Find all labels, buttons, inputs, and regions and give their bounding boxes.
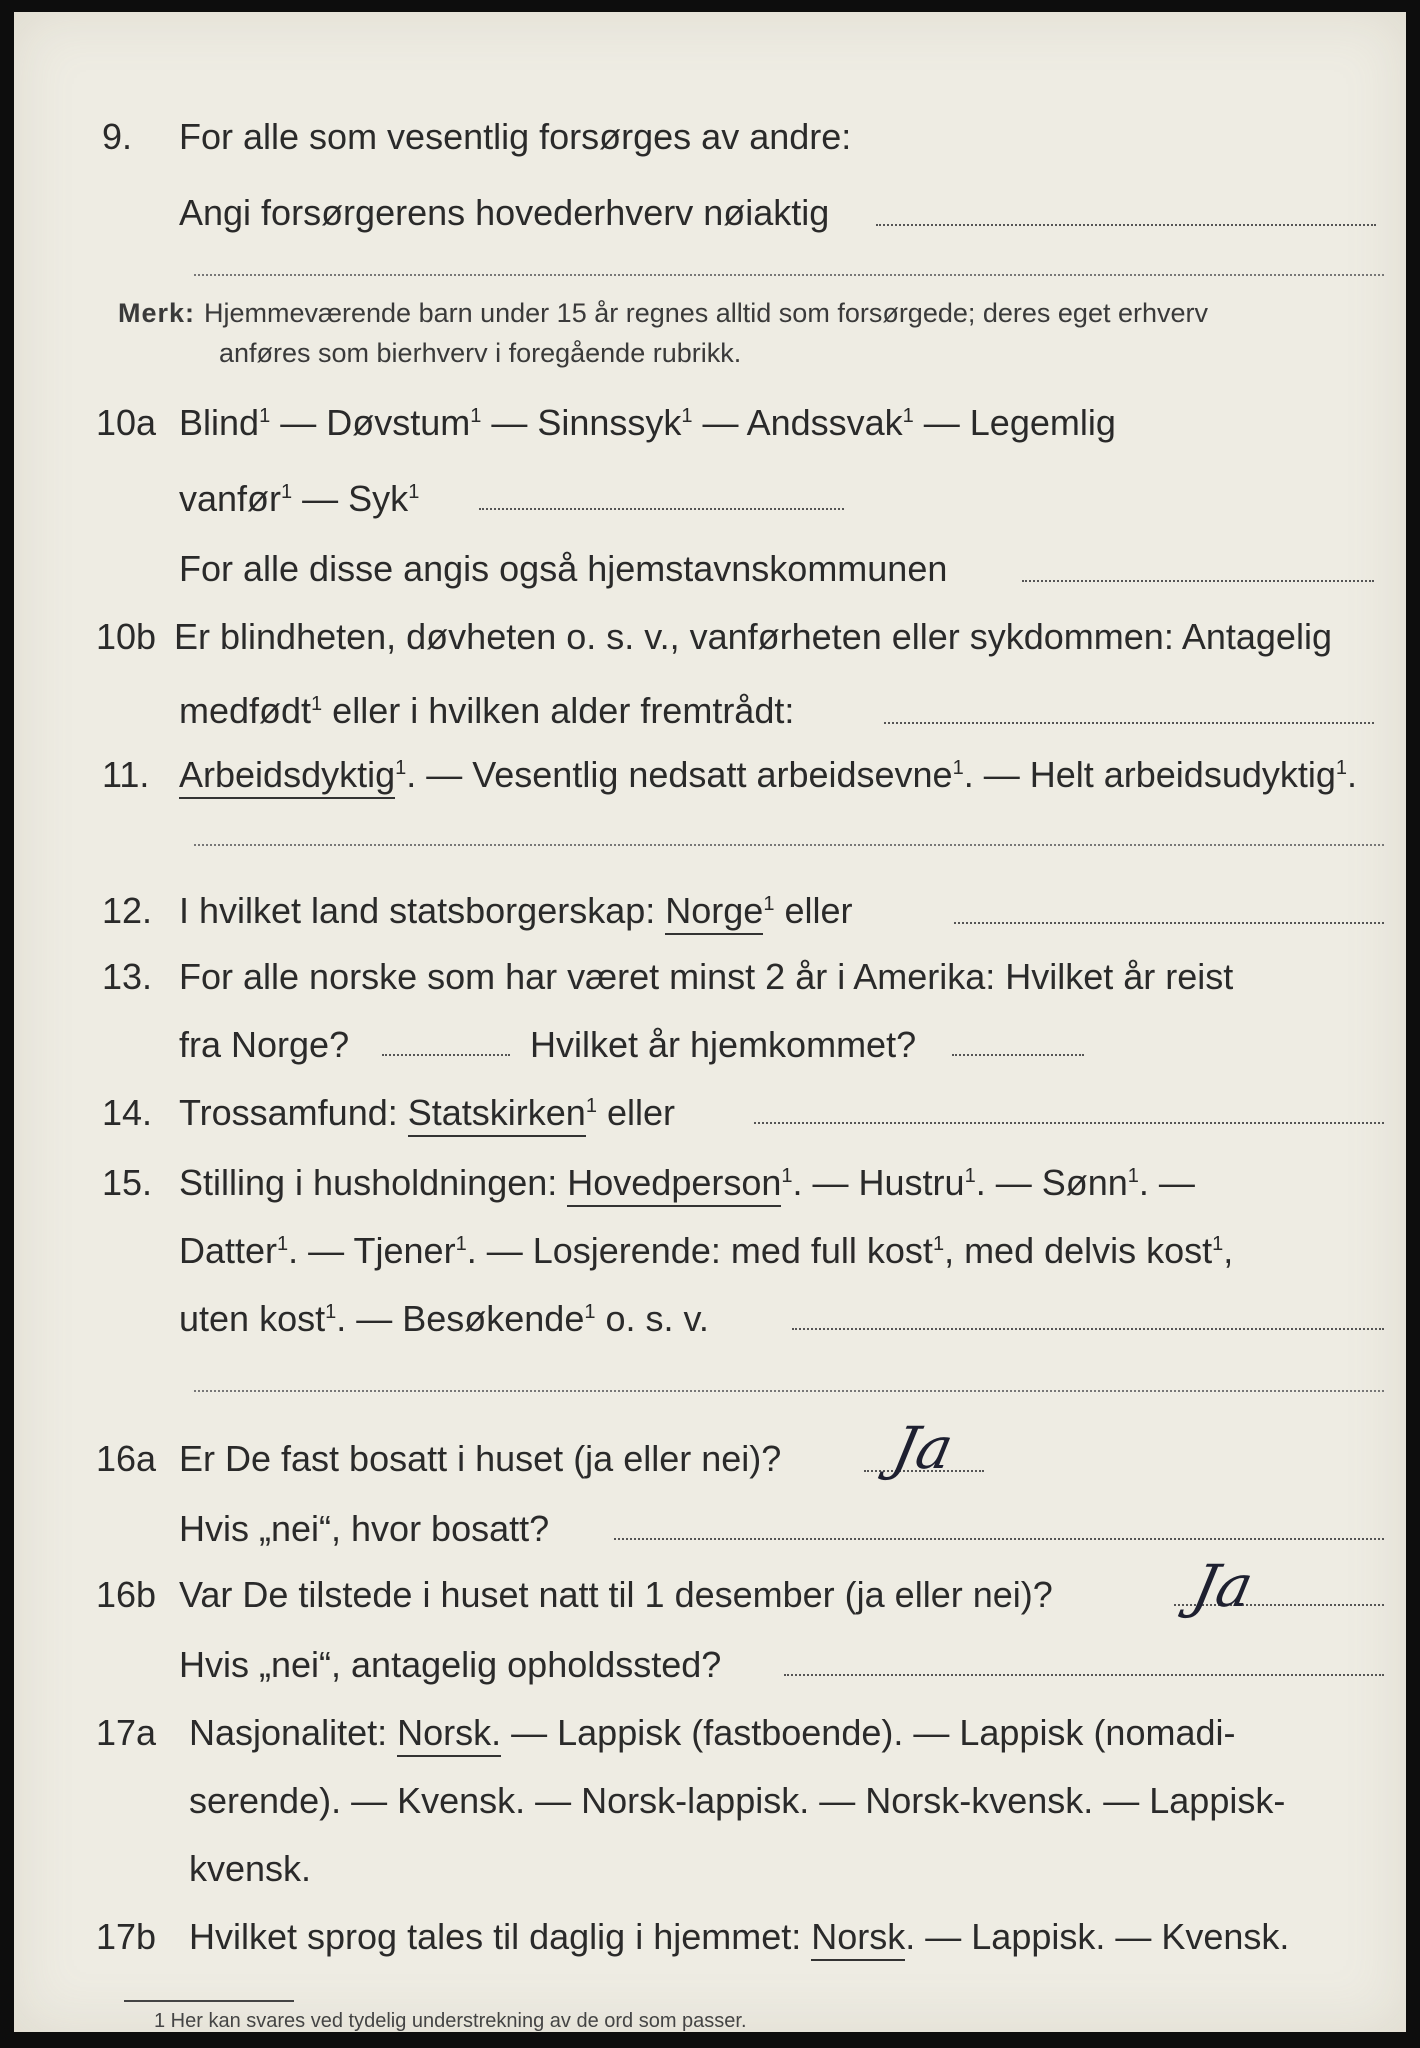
question-text: vanfør$^1$ — Syk$^1$ (179, 478, 420, 519)
question-text: Hvilket sprog tales til daglig i hjemmet: Norsk. — Lappisk. — Kvensk. (189, 1916, 1289, 1958)
note-text: Hjemmeværende barn under 15 år regnes alltid som forsørgede; deres eget erhverv (204, 298, 1208, 328)
question-text: Nasjonalitet: Norsk. — Lappisk (fastboende). — Lappisk (nomadi- (189, 1712, 1236, 1754)
answer-line[interactable] (754, 1122, 1384, 1124)
footnote: 1 Her kan svares ved tydelig understrekning av de ord som passer. (154, 2010, 747, 2032)
option-norsk-selected[interactable]: Norsk. (397, 1712, 501, 1757)
question-text: kvensk. (189, 1848, 312, 1889)
question-number: 17a (96, 1712, 157, 1753)
question-text: Angi forsørgerens hovederhverv nøiaktig (179, 192, 830, 233)
question-number: 13. (102, 956, 153, 997)
question-number: 12. (102, 890, 153, 931)
question-number: 11. (102, 754, 150, 795)
question-text: fra Norge? (179, 1024, 350, 1065)
answer-line[interactable] (194, 844, 1384, 846)
question-text: serende). — Kvensk. — Norsk-lappisk. — Norsk-kvensk. — Lappisk- (189, 1780, 1286, 1821)
question-text: Hvilket år hjemkommet? (530, 1024, 917, 1065)
answer-line[interactable] (884, 722, 1374, 724)
note-label: Merk: (118, 298, 196, 328)
option-andssvak[interactable]: Andssvak (746, 402, 903, 443)
answer-line[interactable] (194, 274, 1384, 276)
answer-line[interactable] (792, 1328, 1384, 1330)
option-hovedperson-selected[interactable]: Hovedperson (567, 1162, 781, 1207)
question-text: Var De tilstede i huset natt til 1 desember (ja eller nei)? (179, 1574, 1053, 1615)
question-number: 14. (102, 1092, 153, 1133)
option-blind[interactable]: Blind (179, 402, 260, 443)
answer-line[interactable] (952, 1054, 1084, 1056)
answer-line[interactable] (784, 1674, 1384, 1676)
question-text: Hvis „nei“, hvor bosatt? (179, 1508, 550, 1549)
question-text: Stilling i husholdningen: Hovedperson$^1$. — Hustru$^1$. — Sønn$^1$. — (179, 1162, 1195, 1204)
handwritten-answer: Ja (886, 1414, 960, 1482)
question-text: uten kost$^1$. — Besøkende$^1$ o. s. v. (179, 1298, 709, 1339)
option-medfodt[interactable]: medfødt (179, 690, 312, 731)
question-text: medfødt$^1$ eller i hvilken alder fremtrådt: (179, 690, 795, 731)
answer-line[interactable] (479, 508, 844, 510)
option-legemlig[interactable]: Legemlig (969, 402, 1116, 443)
question-number: 16a (96, 1438, 157, 1479)
option-vanfor[interactable]: vanfør (179, 478, 282, 519)
question-number: 10a (96, 402, 157, 443)
note-text: anføres som bierhverv i foregående rubrikk. (219, 338, 742, 368)
answer-line[interactable] (1022, 580, 1374, 582)
question-number: 10b (96, 616, 157, 657)
question-number: 9. (102, 116, 133, 157)
question-number: 16b (96, 1574, 157, 1615)
question-text: I hvilket land statsborgerskap: Norge$^1$ eller (179, 890, 852, 932)
answer-line[interactable] (614, 1538, 1384, 1540)
answer-line[interactable] (954, 922, 1384, 924)
answer-line[interactable] (382, 1054, 510, 1056)
option-sinnssyk[interactable]: Sinnssyk (537, 402, 682, 443)
question-text: For alle som vesentlig forsørges av andre: (179, 116, 852, 157)
question-text: Er De fast bosatt i huset (ja eller nei)? (179, 1438, 782, 1479)
option-dovstum[interactable]: Døvstum (326, 402, 471, 443)
question-text: Hvis „nei“, antagelig opholdssted? (179, 1644, 722, 1685)
question-number: 15. (102, 1162, 153, 1203)
option-norge-selected[interactable]: Norge (665, 890, 763, 935)
question-text: Blind$^1$ — Døvstum$^1$ — Sinnssyk$^1$ — Andssvak$^1$ — Legemlig (179, 402, 1116, 443)
footnote-divider (124, 2000, 294, 2002)
question-text: Datter$^1$. — Tjener$^1$. — Losjerende: med full kost$^1$, med delvis kost$^1$, (179, 1230, 1234, 1271)
question-text: Er blindheten, døvheten o. s. v., vanførheten eller sykdommen: Antagelig (174, 616, 1332, 657)
option-norsk-language-selected[interactable]: Norsk (811, 1916, 905, 1961)
answer-line[interactable] (876, 224, 1376, 226)
handwritten-answer: Ja (1186, 1552, 1260, 1620)
question-text: For alle disse angis også hjemstavnskommunen (179, 548, 948, 589)
question-number: 17b (96, 1916, 157, 1957)
question-text: Arbeidsdyktig$^1$. — Vesentlig nedsatt arbeidsevne$^1$. — Helt arbeidsudyktig$^1$. (179, 754, 1357, 796)
census-form-page (14, 12, 1406, 2032)
option-statskirken-selected[interactable]: Statskirken (408, 1092, 586, 1137)
answer-line[interactable] (194, 1390, 1384, 1392)
option-syk[interactable]: Syk (348, 478, 409, 519)
option-arbeidsdyktig-selected[interactable]: Arbeidsdyktig (179, 754, 395, 799)
question-text: Trossamfund: Statskirken$^1$ eller (179, 1092, 675, 1134)
question-text: For alle norske som har været minst 2 år i Amerika: Hvilket år reist (179, 956, 1234, 997)
